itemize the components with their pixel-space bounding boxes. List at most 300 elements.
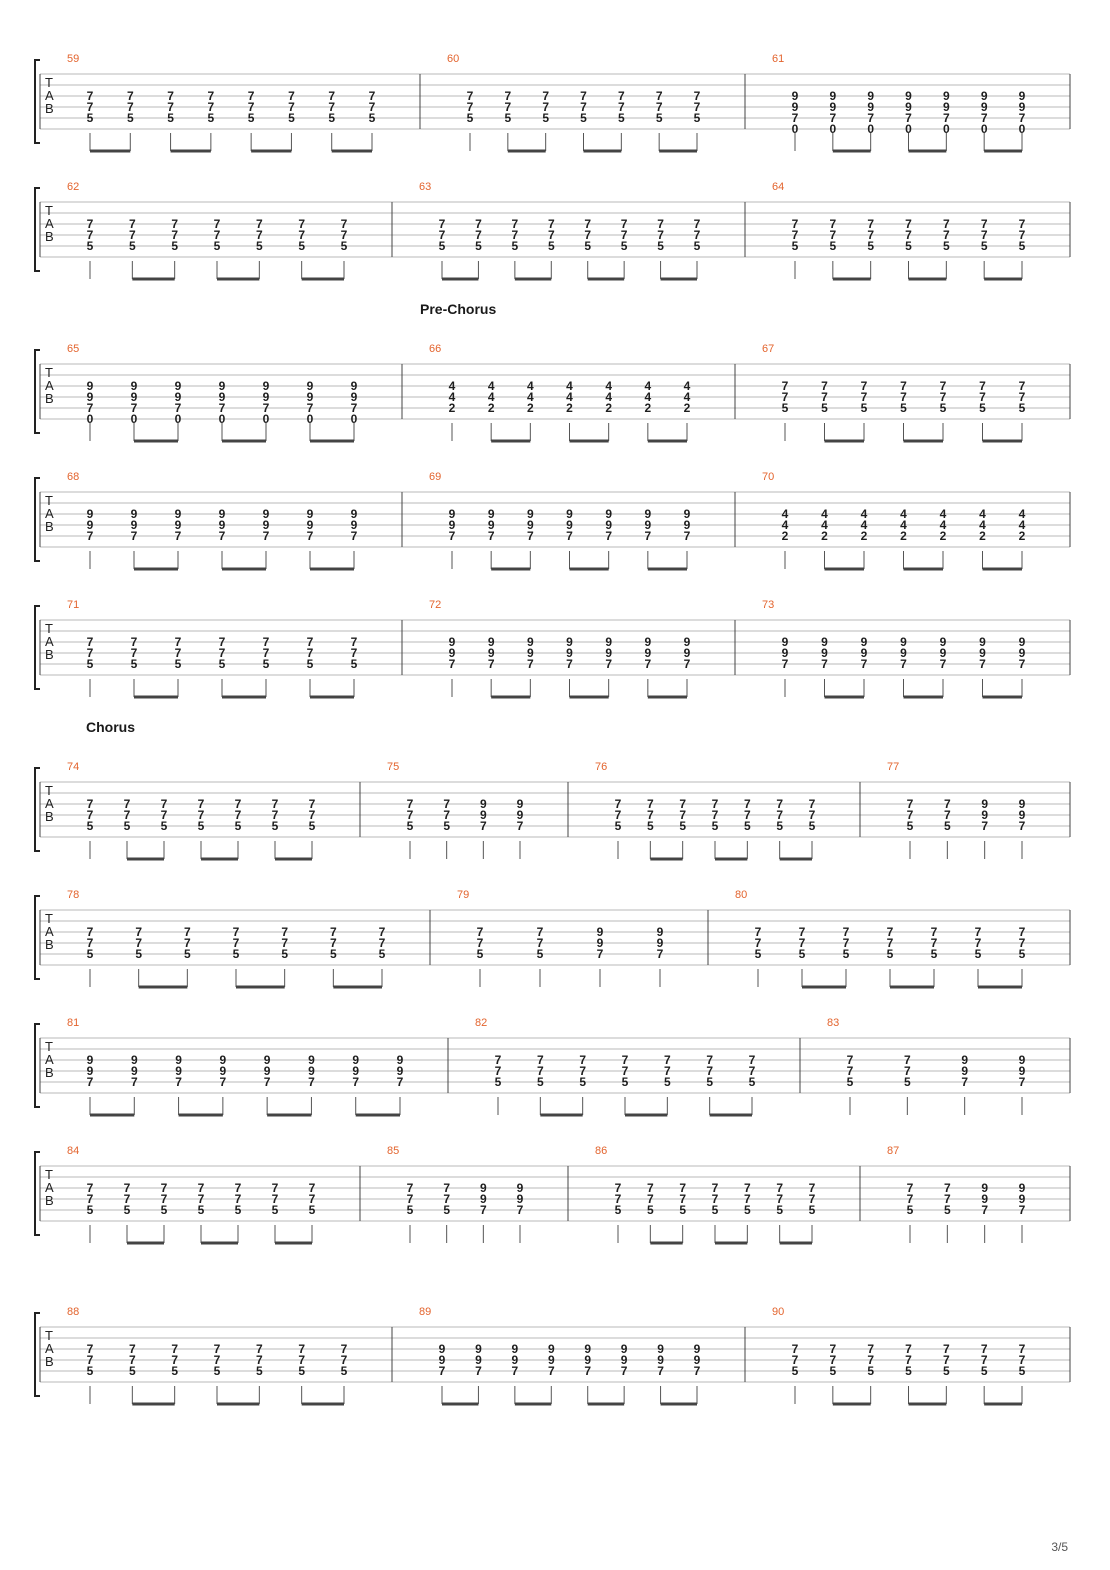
fret-number: 9 — [487, 646, 495, 660]
fret-number: 9 — [867, 89, 875, 103]
fret-number: 2 — [683, 401, 691, 415]
tab-clef-letter: A — [45, 1052, 54, 1067]
chord — [495, 1053, 502, 1115]
fret-number: 7 — [175, 1075, 182, 1089]
fret-number: 7 — [306, 635, 314, 649]
fret-number: 7 — [566, 657, 573, 671]
tab-clef-letter: B — [45, 101, 54, 116]
fret-number: 9 — [219, 1064, 227, 1078]
fret-number: 7 — [86, 100, 94, 114]
chord — [488, 507, 495, 569]
fret-number: 9 — [352, 1053, 360, 1067]
fret-number: 5 — [903, 1075, 911, 1089]
measure-number: 87 — [887, 1145, 900, 1157]
measure — [772, 181, 1026, 279]
tab-clef-letter: A — [45, 1180, 54, 1195]
fret-number: 9 — [980, 89, 988, 103]
chord — [527, 635, 534, 697]
fret-number: 5 — [829, 239, 837, 253]
fret-number: 7 — [86, 808, 94, 822]
fret-number: 9 — [516, 1181, 524, 1195]
fret-number: 7 — [126, 100, 134, 114]
fret-number: 7 — [288, 100, 295, 114]
fret-number: 9 — [644, 646, 652, 660]
fret-number: 7 — [706, 1064, 714, 1078]
fret-number: 5 — [1018, 239, 1026, 253]
fret-number: 7 — [183, 925, 191, 939]
fret-number: 7 — [86, 228, 94, 242]
fret-number: 5 — [646, 819, 654, 833]
fret-number: 7 — [340, 1353, 348, 1367]
chord — [220, 1053, 227, 1115]
chord — [861, 379, 868, 441]
chord — [944, 797, 951, 859]
chord — [621, 1342, 628, 1404]
fret-number: 9 — [791, 89, 799, 103]
fret-number: 5 — [808, 819, 816, 833]
fret-number: 9 — [644, 507, 652, 521]
fret-number: 9 — [475, 1342, 482, 1356]
fret-number: 7 — [271, 1181, 279, 1195]
chord — [706, 1053, 713, 1115]
fret-number: 5 — [542, 111, 550, 125]
measure — [387, 761, 524, 859]
fret-number: 7 — [776, 797, 784, 811]
chord — [776, 797, 783, 859]
fret-number: 4 — [605, 390, 613, 404]
fret-number: 2 — [821, 529, 828, 543]
fret-number: 7 — [174, 635, 182, 649]
fret-number: 9 — [218, 507, 226, 521]
chord — [281, 925, 288, 987]
system-bracket — [35, 768, 40, 851]
chord — [341, 1342, 348, 1404]
measure — [429, 599, 691, 697]
fret-number: 5 — [281, 947, 289, 961]
chord — [87, 89, 94, 151]
fret-number: 9 — [86, 518, 94, 532]
system-bracket — [35, 188, 40, 271]
fret-number: 7 — [234, 1181, 242, 1195]
chord — [467, 89, 474, 151]
tab-clef-letter: T — [45, 783, 53, 798]
fret-number: 7 — [328, 89, 336, 103]
chord — [597, 925, 604, 987]
fret-number: 7 — [791, 111, 799, 125]
fret-number: 9 — [526, 518, 534, 532]
chord — [821, 507, 828, 569]
fret-number: 9 — [596, 925, 604, 939]
tab-system — [35, 181, 1070, 279]
chord — [512, 217, 519, 279]
fret-number: 9 — [526, 646, 534, 660]
fret-number: 5 — [271, 819, 279, 833]
system-bracket — [35, 1313, 40, 1396]
fret-number: 7 — [328, 100, 336, 114]
measure — [457, 889, 664, 987]
chord — [517, 797, 524, 859]
fret-number: 4 — [939, 507, 947, 521]
fret-number: 9 — [620, 1342, 628, 1356]
chord — [792, 217, 799, 279]
tab-system — [35, 1145, 1070, 1243]
fret-number: 7 — [511, 228, 519, 242]
fret-number: 7 — [821, 379, 828, 393]
fret-number: 7 — [406, 797, 414, 811]
fret-number: 4 — [683, 379, 691, 393]
chord — [749, 1053, 756, 1115]
fret-number: 4 — [821, 518, 828, 532]
fret-number: 9 — [656, 925, 664, 939]
fret-number: 5 — [207, 111, 215, 125]
fret-number: 7 — [130, 646, 138, 660]
fret-number: 7 — [271, 1192, 279, 1206]
chord — [566, 507, 573, 569]
fret-number: 7 — [263, 1075, 271, 1089]
fret-number: 4 — [821, 507, 828, 521]
tab-clef-letter: B — [45, 1354, 54, 1369]
fret-number: 7 — [406, 1192, 414, 1206]
fret-number: 7 — [218, 401, 226, 415]
fret-number: 4 — [979, 507, 986, 521]
fret-number: 7 — [213, 217, 221, 231]
chord — [664, 1053, 671, 1115]
fret-number: 7 — [906, 1181, 914, 1195]
chord — [263, 379, 270, 441]
fret-number: 7 — [842, 936, 850, 950]
chord — [527, 507, 534, 569]
fret-number: 5 — [748, 1075, 756, 1089]
fret-number: 7 — [350, 646, 358, 660]
fret-number: 9 — [605, 507, 613, 521]
fret-number: 5 — [693, 239, 701, 253]
chord — [87, 379, 94, 441]
fret-number: 9 — [961, 1053, 969, 1067]
fret-number: 7 — [218, 646, 226, 660]
chord — [1019, 89, 1026, 151]
fret-number: 7 — [255, 1342, 263, 1356]
chord — [161, 1181, 168, 1243]
chord — [684, 379, 691, 441]
fret-number: 9 — [1018, 1064, 1026, 1078]
fret-number: 9 — [683, 518, 691, 532]
chord — [644, 635, 651, 697]
fret-number: 4 — [526, 379, 534, 393]
measure-number: 80 — [735, 889, 748, 901]
measure-number: 89 — [419, 1306, 432, 1318]
fret-number: 7 — [406, 1181, 414, 1195]
fret-number: 9 — [939, 635, 947, 649]
measure-number: 79 — [457, 889, 470, 901]
chord — [171, 217, 178, 279]
fret-number: 5 — [776, 1203, 784, 1217]
fret-number: 7 — [808, 1192, 816, 1206]
measure — [762, 471, 1026, 569]
fret-number: 7 — [596, 947, 604, 961]
chord — [87, 1053, 94, 1115]
fret-number: 7 — [566, 529, 573, 543]
system-bracket — [35, 606, 40, 689]
tab-clef-letter: A — [45, 796, 54, 811]
fret-number: 7 — [536, 1064, 544, 1078]
fret-number: 7 — [943, 808, 951, 822]
chord — [219, 379, 226, 441]
fret-number: 5 — [860, 401, 868, 415]
fret-number: 5 — [86, 819, 94, 833]
chord — [233, 925, 240, 987]
fret-number: 9 — [1018, 1181, 1026, 1195]
fret-number: 7 — [368, 89, 376, 103]
chord — [905, 217, 912, 279]
fret-number: 7 — [271, 808, 279, 822]
fret-number: 7 — [378, 936, 386, 950]
tab-clef-letter: B — [45, 1065, 54, 1080]
fret-number: 7 — [808, 797, 816, 811]
fret-number: 5 — [743, 819, 751, 833]
fret-number: 9 — [86, 1053, 94, 1067]
fret-number: 9 — [175, 1064, 182, 1078]
fret-number: 9 — [584, 1342, 592, 1356]
chord — [352, 1053, 359, 1115]
fret-number: 7 — [644, 657, 652, 671]
fret-number: 7 — [942, 217, 950, 231]
fret-number: 5 — [86, 111, 94, 125]
fret-number: 5 — [174, 657, 182, 671]
fret-number: 5 — [466, 111, 474, 125]
fret-number: 7 — [679, 1181, 687, 1195]
fret-number: 7 — [86, 936, 94, 950]
fret-number: 9 — [1018, 646, 1026, 660]
fret-number: 5 — [808, 1203, 816, 1217]
measure — [67, 343, 358, 441]
fret-number: 9 — [516, 1192, 524, 1206]
fret-number: 4 — [860, 518, 868, 532]
fret-number: 5 — [255, 1364, 263, 1378]
tab-clef-letter: T — [45, 1328, 53, 1343]
fret-number: 7 — [979, 390, 986, 404]
fret-number: 7 — [86, 646, 94, 660]
fret-number: 7 — [86, 1353, 94, 1367]
fret-number: 4 — [900, 518, 907, 532]
chord — [131, 507, 138, 569]
fret-number: 7 — [743, 1181, 751, 1195]
fret-number: 4 — [979, 518, 986, 532]
fret-number: 4 — [939, 518, 947, 532]
chord — [821, 379, 828, 441]
fret-number: 9 — [130, 379, 138, 393]
chord — [407, 797, 414, 859]
fret-number: 7 — [605, 657, 613, 671]
fret-number: 5 — [621, 1075, 629, 1089]
fret-number: 4 — [487, 379, 495, 393]
chord — [161, 797, 168, 859]
measure — [772, 53, 1026, 151]
fret-number: 4 — [683, 390, 691, 404]
tab-clef-letter: T — [45, 1167, 53, 1182]
fret-number: 9 — [448, 507, 456, 521]
tab-clef-letter: B — [45, 391, 54, 406]
chord — [679, 797, 686, 859]
fret-number: 9 — [479, 1192, 487, 1206]
fret-number: 7 — [584, 228, 592, 242]
fret-number: 7 — [693, 100, 701, 114]
measure-number: 86 — [595, 1145, 608, 1157]
chord — [379, 925, 386, 987]
fret-number: 5 — [646, 1203, 654, 1217]
measure-number: 66 — [429, 343, 442, 355]
fret-number: 0 — [791, 122, 799, 136]
chord — [943, 1342, 950, 1404]
fret-number: 0 — [130, 412, 138, 426]
fret-number: 9 — [683, 635, 691, 649]
fret-number: 7 — [160, 1181, 168, 1195]
fret-number: 9 — [479, 797, 487, 811]
fret-number: 7 — [255, 1353, 263, 1367]
fret-number: 7 — [526, 529, 534, 543]
fret-number: 7 — [617, 89, 625, 103]
chord — [656, 89, 663, 151]
fret-number: 5 — [939, 401, 947, 415]
fret-number: 9 — [130, 1053, 138, 1067]
chord — [131, 635, 138, 697]
chord — [940, 379, 947, 441]
fret-number: 9 — [448, 635, 456, 649]
fret-number: 7 — [86, 1342, 94, 1356]
chord — [129, 1342, 136, 1404]
fret-number: 0 — [905, 122, 912, 136]
chord — [979, 379, 986, 441]
chord — [975, 925, 982, 987]
fret-number: 0 — [829, 122, 837, 136]
fret-number: 7 — [130, 529, 138, 543]
fret-number: 7 — [711, 808, 719, 822]
system-bracket — [35, 896, 40, 979]
fret-number: 7 — [903, 1053, 911, 1067]
fret-number: 9 — [86, 390, 94, 404]
fret-number: 9 — [905, 100, 912, 114]
chord — [548, 217, 555, 279]
chord — [605, 379, 612, 441]
system-bracket — [35, 478, 40, 561]
fret-number: 5 — [693, 111, 701, 125]
fret-number: 5 — [197, 1203, 205, 1217]
tab-clef-letter: T — [45, 203, 53, 218]
fret-number: 7 — [262, 401, 270, 415]
fret-number: 5 — [171, 1364, 179, 1378]
chord — [847, 1053, 854, 1115]
fret-number: 9 — [479, 808, 487, 822]
chord — [979, 507, 986, 569]
fret-number: 7 — [808, 808, 816, 822]
fret-number: 9 — [438, 1353, 446, 1367]
fret-number: 7 — [693, 217, 701, 231]
fret-number: 9 — [683, 646, 691, 660]
chord — [351, 507, 358, 569]
fret-number: 7 — [663, 1053, 671, 1067]
tab-clef-letter: A — [45, 378, 54, 393]
fret-number: 7 — [860, 390, 868, 404]
fret-number: 5 — [798, 947, 806, 961]
fret-number: 7 — [443, 1192, 451, 1206]
fret-number: 9 — [475, 1353, 482, 1367]
fret-number: 7 — [438, 228, 446, 242]
fret-number: 7 — [171, 1342, 179, 1356]
chord — [256, 1342, 263, 1404]
fret-number: 9 — [218, 379, 226, 393]
fret-number: 7 — [368, 100, 376, 114]
fret-number: 7 — [743, 797, 751, 811]
chord — [843, 925, 850, 987]
fret-number: 7 — [867, 1342, 875, 1356]
fret-number: 7 — [547, 217, 555, 231]
chord — [504, 89, 511, 151]
fret-number: 9 — [308, 1064, 315, 1078]
measure-number: 61 — [772, 53, 785, 65]
chord — [235, 797, 242, 859]
fret-number: 7 — [776, 808, 784, 822]
measure-number: 65 — [67, 343, 80, 355]
measure — [762, 343, 1026, 441]
chord — [907, 1181, 914, 1243]
fret-number: 5 — [930, 947, 938, 961]
fret-number: 7 — [213, 228, 221, 242]
measure-number: 77 — [887, 761, 900, 773]
chord — [940, 635, 947, 697]
fret-number: 7 — [298, 1353, 306, 1367]
chord — [449, 635, 456, 697]
fret-number: 9 — [352, 1064, 360, 1078]
fret-number: 7 — [693, 228, 701, 242]
fret-number: 7 — [197, 1181, 205, 1195]
fret-number: 5 — [743, 1203, 751, 1217]
fret-number: 7 — [207, 89, 215, 103]
chord — [867, 217, 874, 279]
fret-number: 5 — [86, 1364, 94, 1378]
fret-number: 7 — [475, 228, 482, 242]
fret-number: 9 — [130, 390, 138, 404]
fret-number: 7 — [942, 228, 950, 242]
fret-number: 9 — [566, 518, 573, 532]
fret-number: 0 — [980, 122, 988, 136]
fret-number: 7 — [579, 1053, 587, 1067]
chord — [272, 1181, 279, 1243]
fret-number: 7 — [306, 646, 314, 660]
fret-number: 9 — [262, 379, 270, 393]
fret-number: 7 — [791, 1353, 799, 1367]
measure — [887, 1145, 1026, 1243]
fret-number: 2 — [781, 529, 789, 543]
fret-number: 5 — [443, 819, 451, 833]
measure-number: 81 — [67, 1017, 80, 1029]
fret-number: 7 — [693, 89, 701, 103]
measure-number: 83 — [827, 1017, 840, 1029]
fret-number: 7 — [867, 111, 875, 125]
fret-number: 7 — [281, 936, 289, 950]
tab-clef-letter: B — [45, 519, 54, 534]
chord — [712, 1181, 719, 1243]
fret-number: 7 — [340, 1342, 348, 1356]
chord — [776, 1181, 783, 1243]
fret-number: 5 — [867, 1364, 875, 1378]
fret-number: 7 — [683, 657, 691, 671]
fret-number: 7 — [621, 1064, 629, 1078]
chord — [861, 635, 868, 697]
chord — [755, 925, 762, 987]
fret-number: 5 — [942, 1364, 950, 1378]
fret-number: 7 — [900, 390, 907, 404]
measure — [419, 181, 701, 279]
fret-number: 7 — [930, 936, 938, 950]
